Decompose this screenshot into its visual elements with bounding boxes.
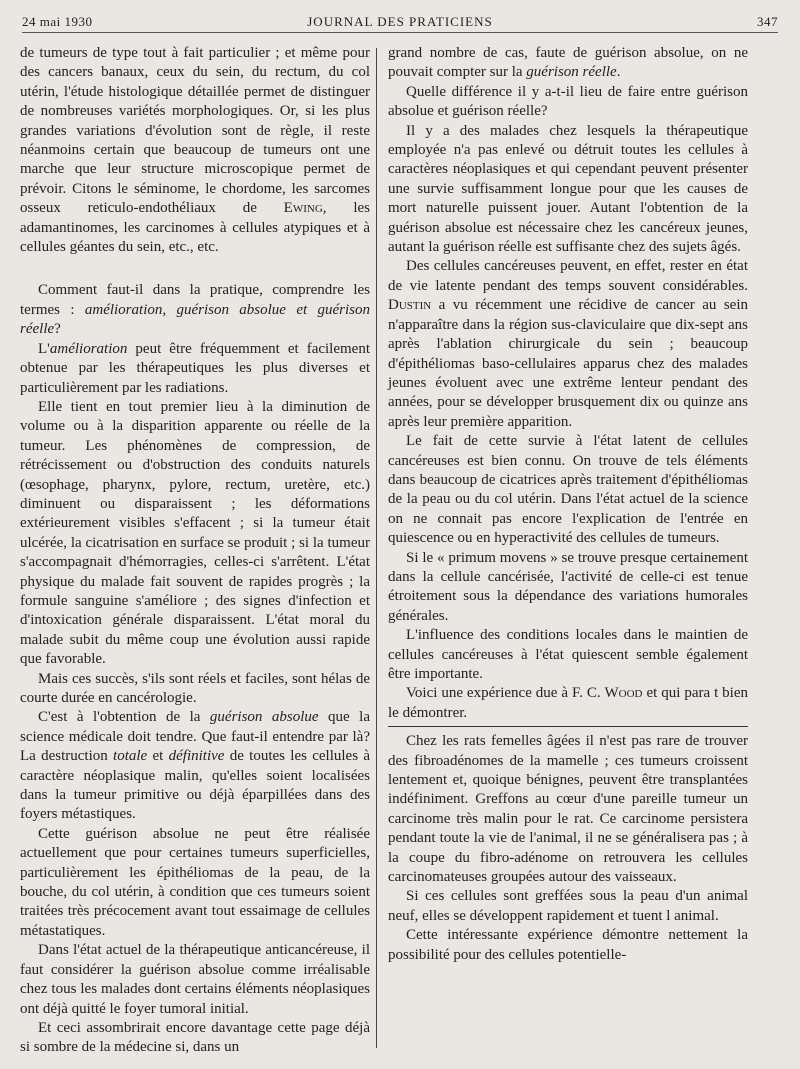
- paragraph: Chez les rats femelles âgées il n'est pas rare de trouver des fibroadénomes de la mamelle ; ces tumeurs croissent lentement et, quoique bénignes, peuvent être transplantées indéfiniment. Greffons au cœur d'une pareille tumeur un carcinome très malin pour le rat. Ce carcinome persistera pendant toute la vie de l'animal, il ne se généralisera pas ; à la coupe du fibro-adénome on retrouvera les cellules carcinomateuses groupées autour des vaisseaux.: [388, 733, 748, 886]
- column-divider: [376, 48, 377, 1048]
- paragraph: L'influence des conditions locales dans le maintien de cellules cancéreuses à l'état quiescent semble également être importante.: [388, 627, 748, 682]
- right-column: [388, 44, 748, 965]
- paragraph: Le fait de cette survie à l'état latent de cellules cancéreuses est bien connu. On trouve de tels éléments dans beaucoup de cicatrices après traitement d'épithéliomas de la peau ou du col utérin. Dans l'état actuel de la science on ne connait pas encore l'explication de l'entrée en quiescence ou en hyperactivité des cellules de tumeurs.: [388, 433, 748, 547]
- author-name: Ewing: [283, 200, 323, 217]
- paragraph: Cette intéressante expérience démontre nettement la possibilité pour des cellules potentielle-: [388, 927, 748, 963]
- paragraph: Elle tient en tout premier lieu à la diminution de volume ou à la disparition apparente ou réelle de la tumeur. Les phénomènes de compression, de rétrécissement ou d'obstruction des conduits naturels (œsophage, pharynx, pylore, rectum, uretère, etc.) diminuent ou disparaissent ; les déformations extérieurement visibles s'effacent ; si la tumeur était ulcérée, la cicatrisation en surface se produit ; si la tumeur s'accompagnait d'hémorragies, celles-ci s'arrêtent. L'état physique du malade fait souvent de rapides progrès ; la formule sanguine s'améliore ; des signes d'infection et d'intoxication générale disparaissent. L'état moral du malade subit du même coup une évolution aussi rapide que favorable.: [20, 398, 370, 668]
- left-column: [20, 44, 370, 1058]
- paragraph: grand nombre de cas, faute de guérison absolue, on ne pouvait compter sur la guérison réelle.: [388, 45, 748, 81]
- paragraph: Il y a des malades chez lesquels la thérapeutique employée n'a pas enlevé ou détruit toutes les cellules à caractères néoplasiques et qui cependant peuvent présenter une survie suffisamment longue pour que les causes de mort naturelle puissent jouer. Autant l'obtention de la guérison absolue est nécessaire chez les cancéreux jeunes, autant la guérison réelle est suffisante chez des sujets âgés.: [388, 122, 748, 256]
- paragraph: de tumeurs de type tout à fait particulier ; et même pour des cancers banaux, ceux du sein, du rectum, du col utérin, l'étude histologique détaillée permet de distinguer de nombreuses variétés morphologiques. Or, si les plus grandes variations d'évolution sont de règle, il reste néanmoins certain que beaucoup de tumeurs ont une marche que leur structure microscopique permet de prévoir. Citons le séminome, le chordome, les sarcomes osseux reticulo-endothéliaux de Ewing, les adamantinomes, les carcinomes à cellules atypiques et à cellules géantes du sein, etc., etc.: [20, 45, 370, 256]
- author-name: Wood: [604, 685, 643, 702]
- section-rule: [388, 726, 748, 727]
- running-header: [22, 8, 778, 33]
- paragraph: Quelle différence il y a-t-il lieu de faire entre guérison absolue et guérison réelle?: [388, 83, 748, 120]
- paragraph: L'amélioration peut être fréquemment et facilement obtenue par les thérapeutiques les plus diverses et particulièrement par les radiations.: [20, 340, 370, 396]
- paragraph: C'est à l'obtention de la guérison absolue que la science médicale doit tendre. Que faut-il entendre par là? La destruction totale et définitive de toutes les cellules à caractère néoplasique malin, qu'elles soient localisées dans la tumeur primitive ou déjà éparpillées dans des foyers métastiques.: [20, 709, 370, 823]
- page-number: 347: [757, 14, 778, 29]
- paragraph: Comment faut-il dans la pratique, comprendre les termes : amélioration, guérison absolue et guérison réelle?: [20, 282, 370, 338]
- paragraph: Voici une expérience due à F. C. Wood et qui para t bien le démontrer.: [388, 685, 748, 721]
- paragraph: Cette guérison absolue ne peut être réalisée actuellement que pour certaines tumeurs superficielles, particulièrement les épithéliomas de la peau, de la bouche, du col utérin, à condition que ces tumeurs soient traitées très précocement avant tout essaimage de cellules métastatiques.: [20, 825, 370, 939]
- journal-title: JOURNAL DES PRATICIENS: [307, 14, 493, 29]
- paragraph: Si le « primum movens » se trouve presque certainement dans la cellule cancérisée, l'activité de celle-ci est tenue étroitement sous la dépendance des variations humorales générales.: [388, 549, 748, 624]
- paragraph: Dans l'état actuel de la thérapeutique anticancéreuse, il faut considérer la guérison absolue comme irréalisable chez tous les malades dont certains éléments néoplasiques ont déjà quitté le foyer tumoral initial.: [20, 942, 370, 1017]
- issue-date: 24 mai 1930: [22, 14, 93, 29]
- paragraph: Et ceci assombrirait encore davantage cette page déjà si sombre de la médecine si, dans un: [20, 1019, 370, 1056]
- paragraph: Des cellules cancéreuses peuvent, en effet, rester en état de vie latente pendant des temps souvent considérables. Dustin a vu récemment une récidive de cancer au sein n'apparaître dans la région sus-claviculaire que dix-sept ans après l'ablation chirurgicale du sein ; beaucoup d'épithéliomas baso-cellulaires apparus chez des malades jeunes évoluent avec une extrême lenteur pendant des années, pour se développer brusquement dix ou quinze ans après leur première apparition.: [388, 258, 748, 430]
- author-name: Dustin: [388, 297, 432, 314]
- paragraph: Mais ces succès, s'ils sont réels et faciles, sont hélas de courte durée en cancérologie.: [20, 670, 370, 706]
- paragraph: Si ces cellules sont greffées sous la peau d'un animal neuf, elles se développent rapidement et tuent l animal.: [388, 888, 748, 924]
